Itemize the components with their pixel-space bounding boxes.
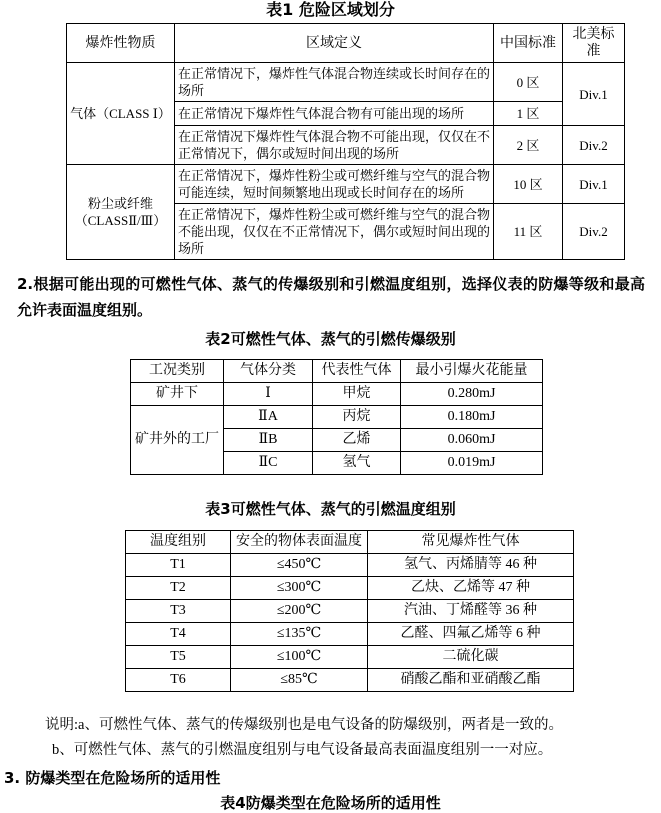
table3-cell-gases: 乙炔、乙烯等 47 种	[368, 577, 574, 600]
table2-cell-gas: 丙烷	[313, 406, 401, 429]
table1-cell-na-division: Div.2	[563, 126, 625, 165]
table2-cell-gas-class: ⅡA	[224, 406, 313, 429]
table2-cell-condition: 矿井下	[131, 383, 224, 406]
table3-cell-group: T6	[126, 669, 231, 692]
table1-header-china-standard: 中国标准	[494, 24, 563, 63]
note-line-a: 说明:a、可燃性气体、蒸气的传爆级别也是电气设备的防爆级别，两者是一致的。	[45, 717, 563, 733]
table3-cell-temp: ≤200℃	[231, 600, 368, 623]
table2-title: 表2可燃性气体、蒸气的引燃传爆级别	[205, 330, 456, 348]
table2-cell-gas-class: ⅡC	[224, 452, 313, 475]
table3-cell-group: T4	[126, 623, 231, 646]
table3-header-safe-surface-temp: 安全的物体表面温度	[231, 531, 368, 554]
section2-intro: 2.根据可能出现的可燃性气体、蒸气的传爆级别和引燃温度组别，选择仪表的防爆等级和最高允许表面温度组别。	[17, 275, 645, 319]
table3-cell-temp: ≤85℃	[231, 669, 368, 692]
table3-cell-temp: ≤450℃	[231, 554, 368, 577]
table1-cell-definition: 在正常情况下，爆炸性粉尘或可燃纤维与空气的混合物不能出现，仅仅在不正常情况下，偶尔或短时间出现的场所	[175, 204, 494, 260]
table2-cell-energy: 0.180mJ	[401, 406, 543, 429]
table3-header-row	[126, 531, 574, 554]
table2-header-representative-gas: 代表性气体	[313, 360, 401, 383]
table3-cell-group: T5	[126, 646, 231, 669]
table1-cell-na-division: Div.1	[563, 63, 625, 126]
table1-cell-china-zone: 10 区	[494, 165, 563, 204]
table1-cell-substance-dust: 粉尘或纤维 （CLASSⅡ/Ⅲ）	[67, 165, 175, 260]
table1-cell-china-zone: 2 区	[494, 126, 563, 165]
table1-cell-na-division: Div.2	[563, 204, 625, 260]
table3-row	[126, 646, 574, 669]
table3-cell-gases: 乙醛、四氟乙烯等 6 种	[368, 623, 574, 646]
table1-header-row	[67, 24, 625, 63]
table3-cell-gases: 氢气、丙烯腈等 46 种	[368, 554, 574, 577]
table2-cell-gas-class: Ⅰ	[224, 383, 313, 406]
table1-cell-definition: 在正常情况下爆炸性气体混合物有可能出现的场所	[175, 102, 494, 126]
table2-cell-gas: 甲烷	[313, 383, 401, 406]
table3-row	[126, 554, 574, 577]
table1-title: 表1 危险区域划分	[266, 0, 395, 19]
table1-cell-substance-gas: 气体（CLASS Ⅰ）	[67, 63, 175, 165]
table2-row	[131, 406, 543, 429]
table3-cell-temp: ≤100℃	[231, 646, 368, 669]
table1-cell-china-zone: 1 区	[494, 102, 563, 126]
table1-row	[67, 165, 625, 204]
table3-cell-temp: ≤135℃	[231, 623, 368, 646]
table3-cell-gases: 二硫化碳	[368, 646, 574, 669]
table3-cell-gases: 硝酸乙酯和亚硝酸乙酯	[368, 669, 574, 692]
table4-title: 表4防爆类型在危险场所的适用性	[220, 794, 441, 812]
note-line-b: b、可燃性气体、蒸气的引燃温度组别与电气设备最高表面温度组别一一对应。	[52, 742, 553, 758]
table1-header-definition: 区域定义	[175, 24, 494, 63]
table2-header-gas-class: 气体分类	[224, 360, 313, 383]
table2-header-condition: 工况类别	[131, 360, 224, 383]
table1	[66, 23, 625, 260]
table1-header-substance: 爆炸性物质	[67, 24, 175, 63]
table3-cell-group: T2	[126, 577, 231, 600]
table3-header-temp-group: 温度组别	[126, 531, 231, 554]
table2-cell-energy: 0.280mJ	[401, 383, 543, 406]
table3-title: 表3可燃性气体、蒸气的引燃温度组别	[205, 500, 456, 518]
table3-cell-gases: 汽油、丁烯醛等 36 种	[368, 600, 574, 623]
table1-cell-definition: 在正常情况下，爆炸性粉尘或可燃纤维与空气的混合物可能连续，短时间频繁地出现或长时间存在的场所	[175, 165, 494, 204]
table3-row	[126, 669, 574, 692]
table1-cell-na-division: Div.1	[563, 165, 625, 204]
table3	[125, 530, 574, 692]
table3-cell-temp: ≤300℃	[231, 577, 368, 600]
table2	[130, 359, 543, 475]
table2-cell-condition: 矿井外的工厂	[131, 406, 224, 475]
table3-header-common-gases: 常见爆炸性气体	[368, 531, 574, 554]
table3-row	[126, 623, 574, 646]
table2-row	[131, 383, 543, 406]
table1-header-na-standard: 北美标准	[563, 24, 625, 63]
table2-cell-gas-class: ⅡB	[224, 429, 313, 452]
table3-row	[126, 577, 574, 600]
table3-cell-group: T3	[126, 600, 231, 623]
table1-row	[67, 63, 625, 102]
table2-header-min-energy: 最小引爆火花能量	[401, 360, 543, 383]
table2-cell-energy: 0.019mJ	[401, 452, 543, 475]
table2-cell-gas: 乙烯	[313, 429, 401, 452]
table2-header-row	[131, 360, 543, 383]
table2-cell-energy: 0.060mJ	[401, 429, 543, 452]
table1-cell-definition: 在正常情况下，爆炸性气体混合物连续或长时间存在的场所	[175, 63, 494, 102]
table1-cell-china-zone: 11 区	[494, 204, 563, 260]
table3-row	[126, 600, 574, 623]
table3-cell-group: T1	[126, 554, 231, 577]
section3-heading: 3. 防爆类型在危险场所的适用性	[4, 769, 221, 787]
table1-cell-china-zone: 0 区	[494, 63, 563, 102]
table2-cell-gas: 氢气	[313, 452, 401, 475]
table1-cell-definition: 在正常情况下爆炸性气体混合物不可能出现，仅仅在不正常情况下，偶尔或短时间出现的场所	[175, 126, 494, 165]
